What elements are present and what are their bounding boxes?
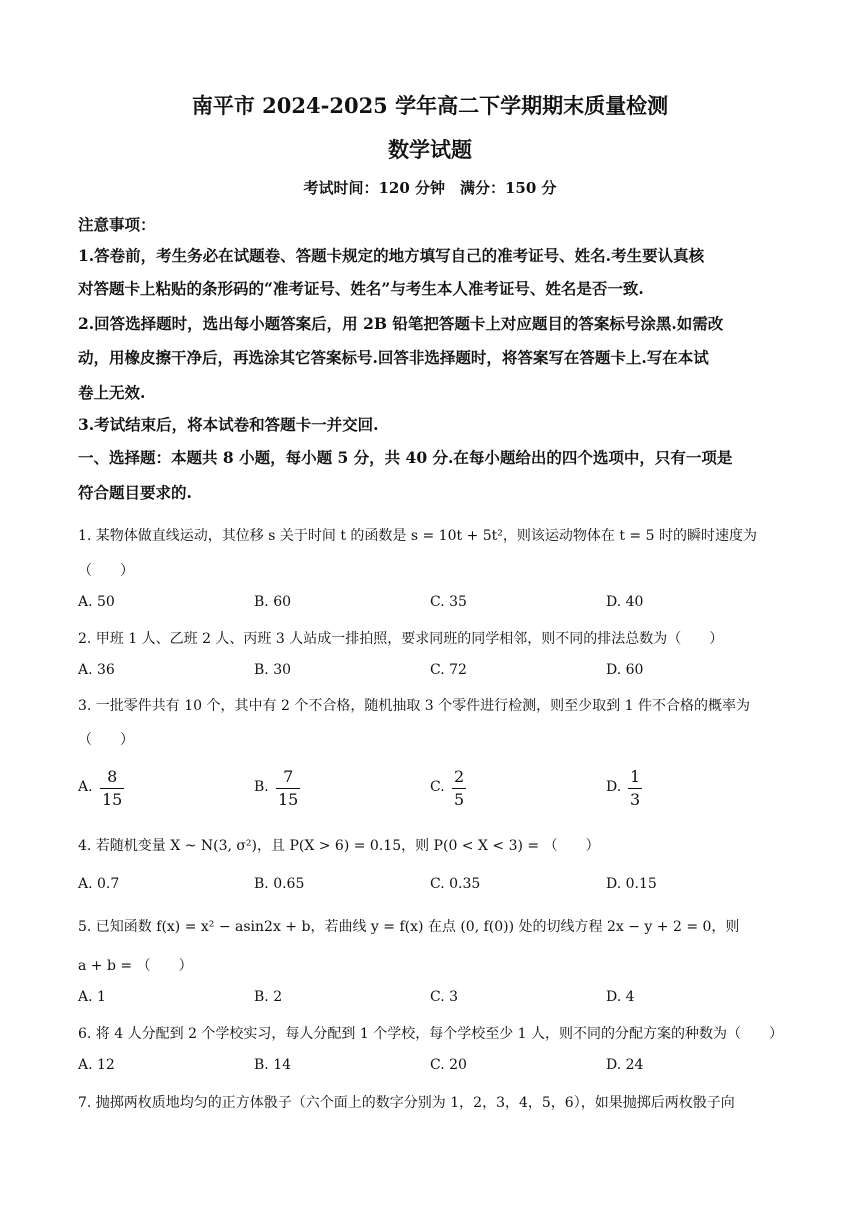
q3-option-b-label: B. bbox=[254, 779, 269, 795]
q3-option-c-fraction bbox=[452, 767, 466, 810]
notice-line: 卷上无效. bbox=[78, 383, 146, 402]
question-2-stem: 2. 甲班 1 人、乙班 2 人、丙班 3 人站成一排拍照，要求同班的同学相邻，则不同的排法总数为（ ） bbox=[78, 631, 724, 647]
q4-option-b: B. 0.65 bbox=[254, 876, 305, 892]
fraction-bar bbox=[628, 788, 642, 789]
q3-option-d-label: D. bbox=[606, 779, 622, 795]
q5-option-c: C. 3 bbox=[430, 989, 459, 1005]
notice-line: 3.考试结束后，将本试卷和答题卡一并交回. bbox=[78, 415, 379, 434]
q6-option-d: D. 24 bbox=[606, 1057, 644, 1073]
question-7-stem: 7. 抛掷两枚质地均匀的正方体骰子（六个面上的数字分别为 1，2，3，4，5，6），如果抛掷后两枚骰子向 bbox=[78, 1095, 735, 1111]
q3-option-d-fraction bbox=[628, 767, 642, 810]
q4-option-c: C. 0.35 bbox=[430, 876, 481, 892]
question-6-stem: 6. 将 4 人分配到 2 个学校实习，每人分配到 1 个学校，每个学校至少 1 人，则不同的分配方案的种数为（ ） bbox=[78, 1026, 784, 1042]
fraction-bar bbox=[452, 788, 466, 789]
question-3-bracket: （ ） bbox=[78, 732, 134, 748]
exam-title: 南平市 2024-2025 学年高二下学期期末质量检测 bbox=[191, 93, 669, 118]
section-heading-cont: 符合题目要求的. bbox=[78, 483, 192, 502]
question-4-stem: 4. 若随机变量 X ~ N(3, σ²)，且 P(X > 6) = 0.15，则 P(0 < X < 3) = （ ） bbox=[78, 838, 600, 854]
denominator: 15 bbox=[102, 790, 123, 809]
q5-option-d: D. 4 bbox=[606, 989, 635, 1005]
notice-line: 1.答卷前，考生务必在试题卷、答题卡规定的地方填写自己的准考证号、姓名.考生要认真核 bbox=[78, 246, 705, 265]
q4-option-d: D. 0.15 bbox=[606, 876, 657, 892]
numerator: 2 bbox=[454, 767, 465, 786]
exam-subtitle: 数学试题 bbox=[388, 137, 472, 162]
q1-option-c: C. 35 bbox=[430, 594, 467, 610]
numerator: 7 bbox=[283, 767, 294, 786]
q2-option-a: A. 36 bbox=[78, 662, 115, 678]
q2-option-b: B. 30 bbox=[254, 662, 292, 678]
notice-line: 2.回答选择题时，选出每小题答案后，用 2B 铅笔把答题卡上对应题目的答案标号涂黑.如需改 bbox=[78, 314, 724, 333]
question-5-stem-cont: a + b = （ ） bbox=[78, 958, 193, 974]
fraction-bar bbox=[100, 788, 124, 789]
q5-option-a: A. 1 bbox=[78, 989, 106, 1005]
q3-option-b-fraction bbox=[276, 767, 300, 810]
numerator: 8 bbox=[107, 767, 118, 786]
question-1-stem: 1. 某物体做直线运动，其位移 s 关于时间 t 的函数是 s = 10t + 5t²，则该运动物体在 t = 5 时的瞬时速度为 bbox=[78, 528, 757, 544]
q1-option-a: A. 50 bbox=[78, 594, 115, 610]
question-1-bracket: （ ） bbox=[78, 563, 134, 579]
q1-option-b: B. 60 bbox=[254, 594, 292, 610]
notice-heading: 注意事项： bbox=[78, 215, 156, 234]
notice-line: 对答题卡上粘贴的条形码的“准考证号、姓名”与考生本人准考证号、姓名是否一致. bbox=[78, 279, 644, 298]
q6-option-b: B. 14 bbox=[254, 1057, 292, 1073]
q2-option-d: D. 60 bbox=[606, 662, 644, 678]
q5-option-b: B. 2 bbox=[254, 989, 283, 1005]
numerator: 1 bbox=[630, 767, 641, 786]
section-heading: 一、选择题：本题共 8 小题，每小题 5 分，共 40 分.在每小题给出的四个选项中，只有一项是 bbox=[78, 448, 733, 467]
q1-option-d: D. 40 bbox=[606, 594, 644, 610]
denominator: 3 bbox=[630, 790, 641, 809]
fraction-bar bbox=[276, 788, 300, 789]
denominator: 5 bbox=[454, 790, 465, 809]
question-3-stem: 3. 一批零件共有 10 个，其中有 2 个不合格，随机抽取 3 个零件进行检测，则至少取到 1 件不合格的概率为 bbox=[78, 698, 750, 714]
q3-option-a-fraction bbox=[100, 767, 124, 810]
q4-option-a: A. 0.7 bbox=[78, 876, 120, 892]
q3-option-c-label: C. bbox=[430, 779, 445, 795]
q6-option-a: A. 12 bbox=[78, 1057, 115, 1073]
q3-option-a-label: A. bbox=[78, 779, 93, 795]
exam-info: 考试时间：120 分钟 满分：150 分 bbox=[303, 179, 557, 197]
q2-option-c: C. 72 bbox=[430, 662, 467, 678]
notice-line: 动，用橡皮擦干净后，再选涂其它答案标号.回答非选择题时，将答案写在答题卡上.写在本试 bbox=[78, 348, 709, 367]
q6-option-c: C. 20 bbox=[430, 1057, 467, 1073]
question-5-stem: 5. 已知函数 f(x) = x² − asin2x + b，若曲线 y = f(x) 在点 (0, f(0)) 处的切线方程 2x − y + 2 = 0，则 bbox=[78, 919, 740, 935]
denominator: 15 bbox=[278, 790, 299, 809]
